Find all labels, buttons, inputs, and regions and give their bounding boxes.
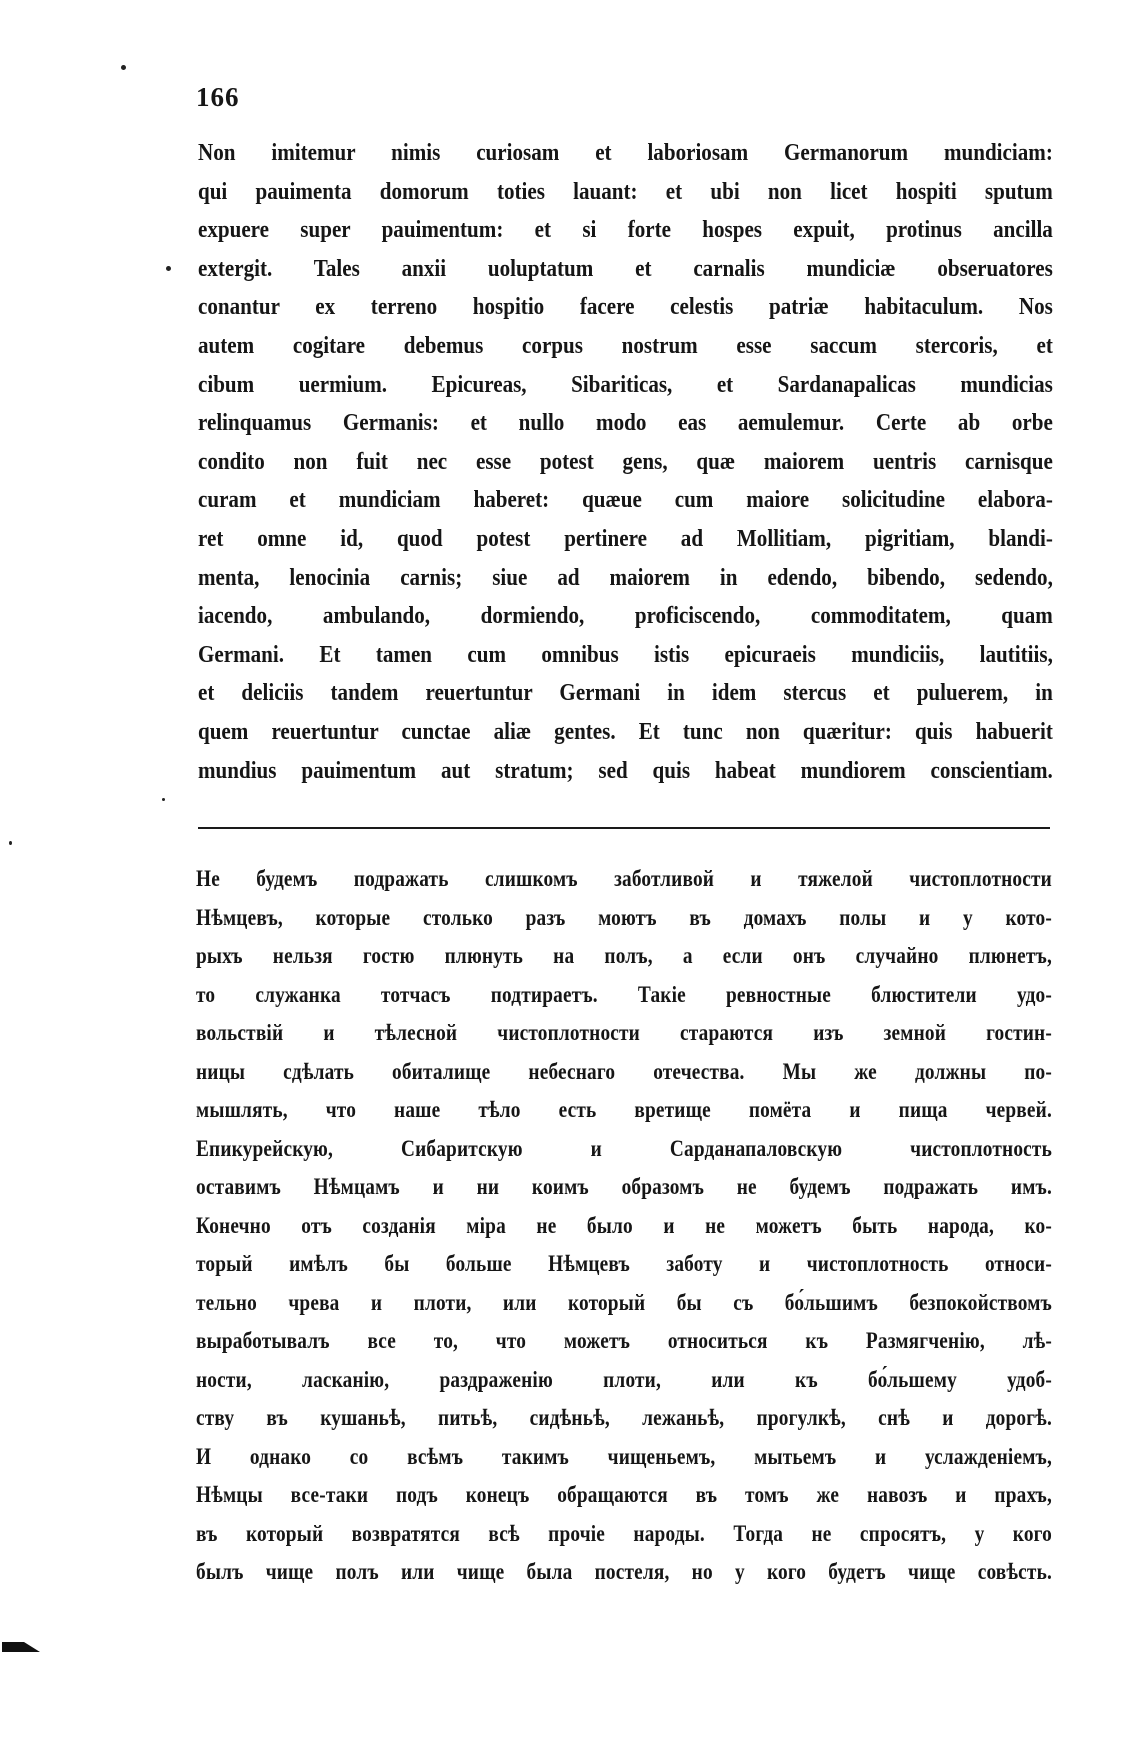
russian-line: Епикурейскую, Сибаритскую и Сарданапаловскую чистоплотность (196, 1135, 1052, 1161)
latin-line: qui pauimenta domorum toties lauant: et ubi non licet hospiti sputum (198, 177, 1053, 205)
russian-paragraph (196, 860, 1052, 1592)
latin-line: mundius pauimentum aut stratum; sed quis habeat mundiorem conscientiam. (198, 756, 1053, 784)
latin-line: autem cogitare debemus corpus nostrum esse saccum stercoris, et (198, 331, 1053, 359)
ink-speck (121, 65, 126, 70)
russian-line: Не будемъ подражать слишкомъ заботливой и тяжелой чистоплотности (196, 866, 1052, 891)
russian-line: оставимъ Нѣмцамъ и ни коимъ образомъ не будемъ подражать имъ. (196, 1174, 1052, 1199)
latin-line: condito non fuit nec esse potest gens, quæ maiorem uentris carnisque (198, 447, 1053, 475)
russian-line: Конечно отъ созданія міра не было и не можетъ быть народа, ко- (196, 1212, 1052, 1238)
latin-line: conantur ex terreno hospitio facere celestis patriæ habitaculum. Nos (198, 293, 1053, 321)
latin-line: menta, lenocinia carnis; siue ad maiorem in edendo, bibendo, sedendo, (198, 563, 1053, 591)
latin-line: cibum uermium. Epicureas, Sibariticas, et Sardanapalicas mundicias (198, 370, 1053, 398)
russian-line: выработывалъ все то, что можетъ относиться къ Размягченію, лѣ- (196, 1328, 1052, 1353)
latin-line: Non imitemur nimis curiosam et laboriosam Germanorum mundiciam: (198, 139, 1053, 166)
ink-speck (162, 798, 165, 801)
russian-line: въ который возвратятся всѣ прочіе народы. Тогда не спросятъ, у кого (196, 1520, 1052, 1546)
latin-line: iacendo, ambulando, dormiendo, proficiscendo, commoditatem, quam (198, 602, 1053, 630)
latin-line: curam et mundiciam haberet: quæue cum maiore solicitudine elabora- (198, 486, 1053, 514)
russian-line: мышлять, что наше тѣло есть вретище помёта и пища червей. (196, 1097, 1052, 1122)
latin-line: extergit. Tales anxii uoluptatum et carnalis mundiciæ obseruatores (198, 254, 1053, 282)
latin-line: quem reuertuntur cunctae aliæ gentes. Et tunc non quæritur: quis habuerit (198, 717, 1053, 745)
russian-line: торый имѣлъ бы больше Нѣмцевъ заботу и чистоплотность относи- (196, 1251, 1052, 1276)
russian-line: тельно чрева и плоти, или который бы съ бо́льшимъ безпокойствомъ (196, 1289, 1052, 1315)
page-number: 166 (196, 82, 240, 112)
ink-speck (166, 266, 171, 271)
russian-line: И однако со всѣмъ такимъ чищеньемъ, мытьемъ и услажденіемъ, (196, 1443, 1052, 1469)
russian-line: Нѣмцевъ, которые столько разъ моютъ въ домахъ полы и у кото- (196, 904, 1052, 930)
margin-pointer-icon (2, 1640, 42, 1654)
russian-line: вольствій и тѣлесной чистоплотности стараются изъ земной гостин- (196, 1020, 1052, 1045)
latin-line: expuere super pauimentum: et si forte hospes expuit, protinus ancilla (198, 216, 1053, 244)
russian-line: былъ чище полъ или чище была постеля, но у кого будетъ чище совѣсть. (196, 1559, 1052, 1584)
latin-line: relinquamus Germanis: et nullo modo eas aemulemur. Certe ab orbe (198, 409, 1053, 437)
latin-paragraph (198, 134, 1053, 790)
russian-line: ству въ кушаньѣ, питьѣ, сидѣньѣ, лежаньѣ, прогулкѣ, снѣ и дорогѣ. (196, 1405, 1052, 1430)
latin-line: Germani. Et tamen cum omnibus istis epicuraeis mundiciis, lautitiis, (198, 640, 1053, 668)
russian-line: то служанка тотчасъ подтираетъ. Такіе ревностные блюстители удо- (196, 981, 1052, 1007)
latin-line: ret omne id, quod potest pertinere ad Mollitiam, pigritiam, blandi- (198, 524, 1053, 552)
latin-line: et deliciis tandem reuertuntur Germani in idem stercus et puluerem, in (198, 679, 1053, 707)
russian-line: ности, ласканію, раздраженію плоти, или къ бо́льшему удоб- (196, 1366, 1052, 1392)
russian-line: Нѣмцы все-таки подъ конецъ обращаются въ томъ же навозъ и прахъ, (196, 1482, 1052, 1507)
section-divider (198, 827, 1050, 829)
ink-speck (9, 841, 12, 845)
russian-line: ницы сдѣлать обиталище небеснаго отечества. Мы же должны по- (196, 1058, 1052, 1084)
russian-line: рыхъ нельзя гостю плюнуть на полъ, а если онъ случайно плюнетъ, (196, 943, 1052, 968)
